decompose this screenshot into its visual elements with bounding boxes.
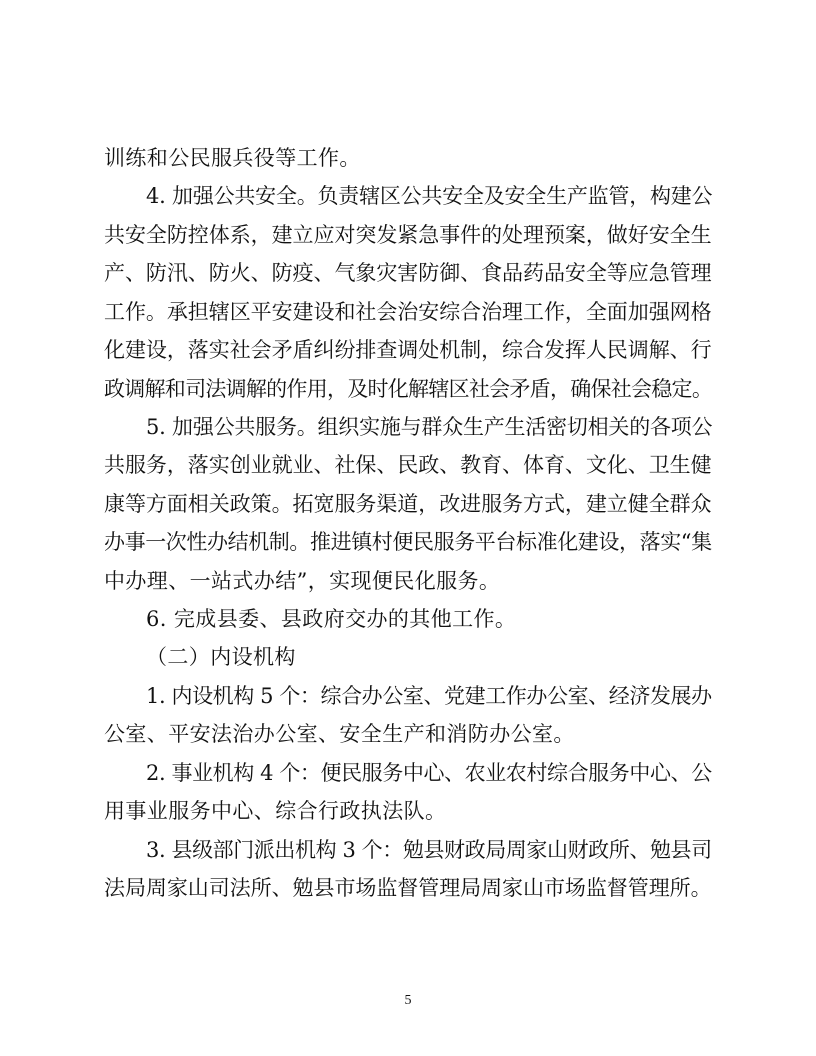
text-line: 共服务，落实创业就业、社保、民政、教育、体育、文化、卫生健 <box>104 453 712 477</box>
item-1-line: 1. 内设机构 5 个：综合办公室、党建工作办公室、经济发展办 <box>146 684 712 708</box>
text-line: 工作。承担辖区平安建设和社会治安综合治理工作，全面加强网格 <box>104 300 712 324</box>
paragraph-6-line: 6. 完成县委、县政府交办的其他工作。 <box>146 607 517 631</box>
paragraph-5-line: 5. 加强公共服务。组织实施与群众生产生活密切相关的各项公 <box>146 415 713 439</box>
page-number: 5 <box>404 993 412 1008</box>
item-3-line: 3. 县级部门派出机构 3 个：勉县财政局周家山财政所、勉县司 <box>146 838 712 862</box>
text-line: 用事业服务中心、综合行政执法队。 <box>104 799 447 823</box>
text-line: 训练和公民服兵役等工作。 <box>104 146 361 170</box>
section-heading: （二）内设机构 <box>146 645 296 669</box>
paragraph-4-line: 4. 加强公共安全。负责辖区公共安全及安全生产监管，构建公 <box>146 184 713 208</box>
item-2-line: 2. 事业机构 4 个：便民服务中心、农业农村综合服务中心、公 <box>146 761 712 785</box>
text-line: 康等方面相关政策。拓宽服务渠道，改进服务方式，建立健全群众 <box>104 492 712 516</box>
text-line: 化建设，落实社会矛盾纠纷排查调处机制，综合发挥人民调解、行 <box>104 338 712 362</box>
text-line: 共安全防控体系，建立应对突发紧急事件的处理预案，做好安全生 <box>104 223 712 247</box>
text-line: 办事一次性办结机制。推进镇村便民服务平台标准化建设，落实“集 <box>104 530 712 554</box>
text-line: 中办理、一站式办结”，实现便民化服务。 <box>104 569 501 593</box>
text-line: 法局周家山司法所、勉县市场监督管理局周家山市场监督管理所。 <box>104 876 712 900</box>
text-line: 公室、平安法治办公室、安全生产和消防办公室。 <box>104 722 575 746</box>
text-line: 政调解和司法调解的作用，及时化解辖区社会矛盾，确保社会稳定。 <box>104 377 713 401</box>
text-line: 产、防汛、防火、防疫、气象灾害防御、食品药品安全等应急管理 <box>104 261 712 285</box>
